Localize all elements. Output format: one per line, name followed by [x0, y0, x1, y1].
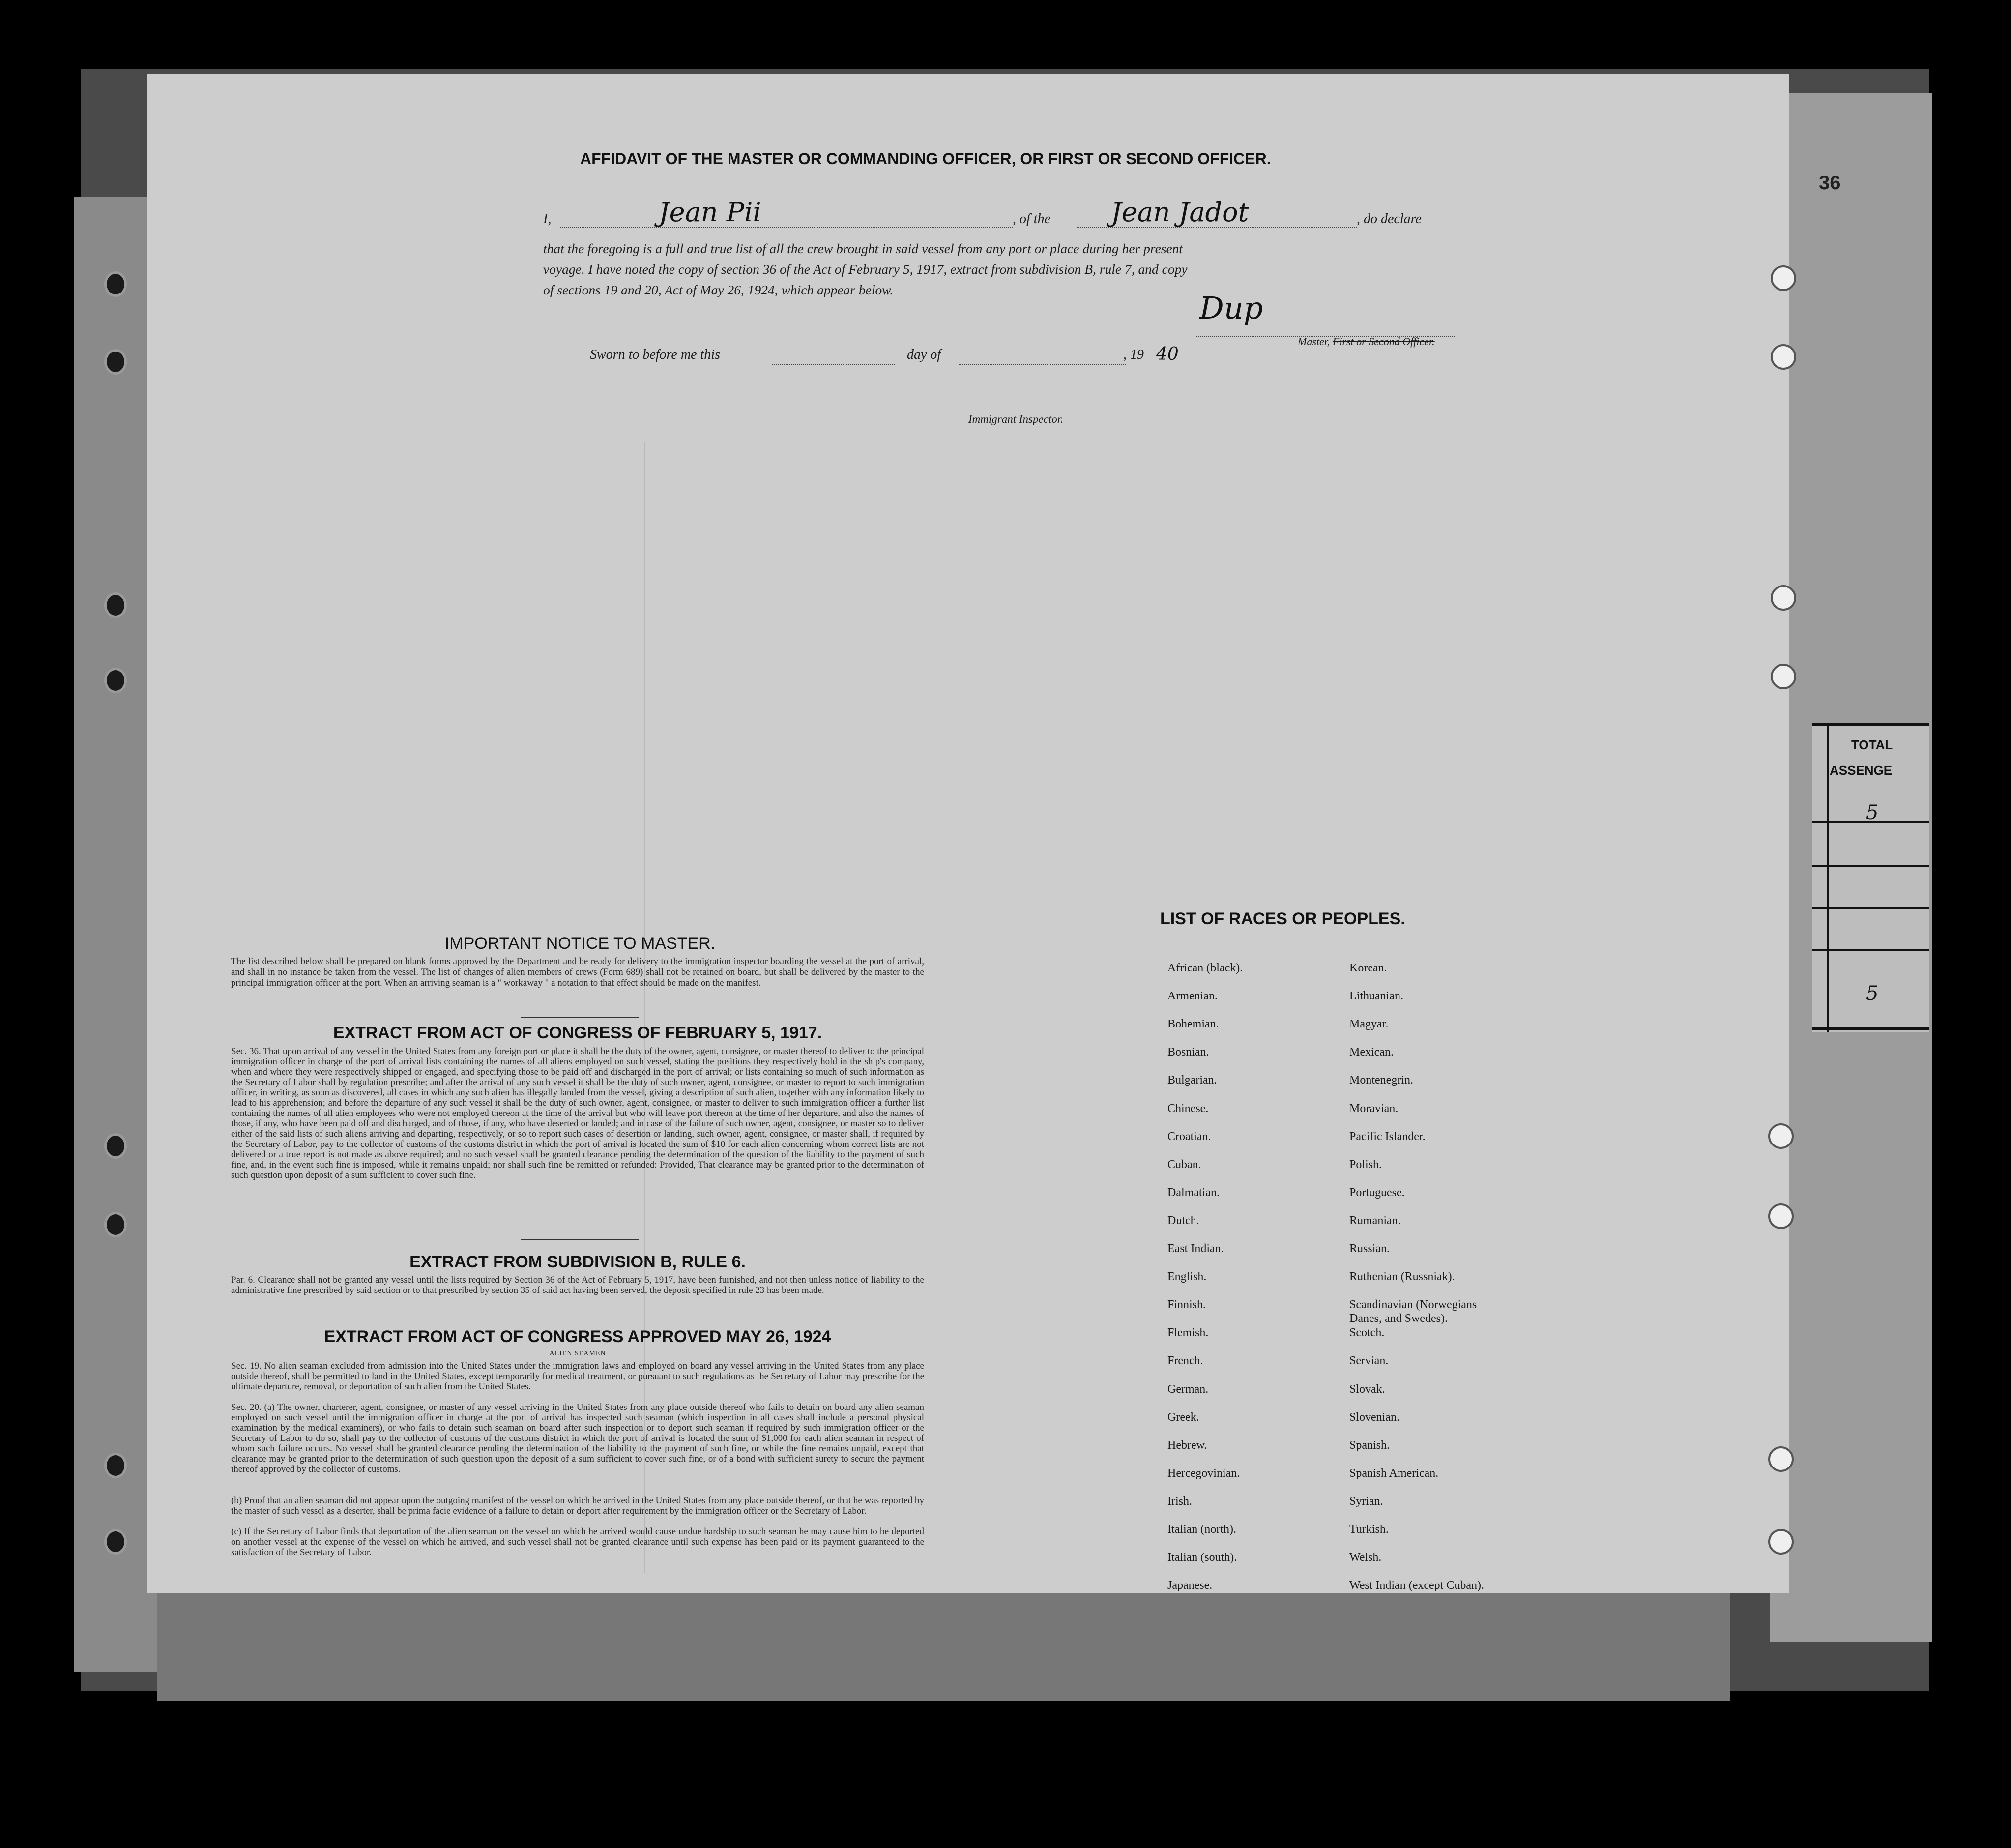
races-title: LIST OF RACES OR PEOPLES.: [1160, 909, 1405, 928]
race-item: Bohemian.: [1167, 1018, 1219, 1031]
affidavit-line4: of sections 19 and 20, Act of May 26, 1924, which appear below.: [543, 282, 894, 297]
race-item: Danes, and Swedes).: [1349, 1312, 1448, 1325]
sworn-month-line: [959, 364, 1126, 365]
affidavit-line2: that the foregoing is a full and true list of all the crew brought in said vessel from any port or place during her present: [543, 241, 1183, 256]
sworn-day-line: [772, 364, 895, 365]
vessel-name: Jean Jadot: [1111, 197, 1249, 228]
extract-rule6-body: Par. 6. Clearance shall not be granted any vessel until the lists required by Section 36 of the Act of February 5, 1917, have been furnished, and not then unless notice of liability to the administrative fine prescribed by said section or to that prescribed by section 35 of said act having been served, the deposit specified in rule 23 has been made.: [231, 1275, 924, 1295]
race-item: Hebrew.: [1167, 1438, 1207, 1452]
year-written: 40: [1156, 344, 1179, 364]
declarant-name-line: [560, 227, 1013, 228]
race-item: Turkish.: [1349, 1523, 1389, 1536]
divider: [521, 1017, 639, 1018]
affidavit-title: AFFIDAVIT OF THE MASTER OR COMMANDING OFFICER, OR FIRST OR SECOND OFFICER.: [580, 150, 1271, 168]
signature-caption-struck: First or Second Officer.: [1332, 335, 1435, 348]
affidavit-line1-middle: , of the: [1013, 211, 1050, 227]
race-item: English.: [1167, 1270, 1207, 1284]
inspector-caption: Immigrant Inspector.: [968, 413, 1063, 425]
binder-hole-icon: [104, 668, 127, 693]
race-item: Russian.: [1349, 1242, 1390, 1255]
master-signature: Dup: [1199, 290, 1263, 326]
race-item: Slovenian.: [1349, 1410, 1399, 1424]
extract-1924-sec20a: Sec. 20. (a) The owner, charterer, agent, consignee, or master of any vessel arriving in the United States from any place outside thereof who fails to detain on board any alien seaman employed on such vessel until the immigration officer in charge at the port of arrival has inspected such seaman (which inspection in all cases shall include a personal physical examination by the medical examiners), or who fails to detain such seaman on board after such inspection or to deport such seaman if required by such immigration officer or the Secretary of Labor to do so, shall pay to the collector of customs of the customs district in which the port of arrival is located the sum of $1,000 for each alien seaman in respect of whom such failure occurs. No vessel shall be granted clearance pending the determination of the liability to the payment of such fine, or while the fine remains unpaid, except that clearance may be granted prior to the determination of such question upon the deposit of a sum sufficient to cover such fine, or of a bond with sufficient surety to secure the payment thereof approved by the collector of customs.: [231, 1402, 924, 1474]
race-item: African (black).: [1167, 962, 1243, 974]
race-item: Rumanian.: [1349, 1214, 1401, 1227]
binder-hole-icon: [104, 592, 127, 618]
affidavit-line1-prefix: I,: [543, 211, 552, 227]
binder-hole-icon: [104, 1453, 127, 1478]
extract-1924-sec20b: (b) Proof that an alien seaman did not appear upon the outgoing manifest of the vessel on which he arrived in the United States from any place outside thereof, or that he was reported by the master of such vessel as a deserter, shall be prima facie evidence of a failure to detain or deport after requirement by the immigration officer or the Secretary of Labor.: [231, 1496, 924, 1516]
binder-hole-icon: [104, 1133, 127, 1159]
race-item: Magyar.: [1349, 1018, 1389, 1031]
race-item: Chinese.: [1167, 1102, 1209, 1115]
race-item: Syrian.: [1349, 1495, 1383, 1508]
extract-1924-subtitle: ALIEN SEAMEN: [549, 1350, 606, 1357]
race-item: Portuguese.: [1349, 1186, 1405, 1199]
race-item: Finnish.: [1167, 1298, 1206, 1312]
binder-hole-icon: [1768, 1446, 1794, 1472]
page-number: 36: [1819, 172, 1841, 194]
total-header: TOTAL: [1851, 737, 1893, 752]
notice-title: IMPORTANT NOTICE TO MASTER.: [444, 934, 716, 953]
binder-hole-icon: [1768, 1203, 1794, 1229]
declarant-name: Jean Pii: [659, 197, 761, 228]
race-item: West Indian (except Cuban).: [1349, 1579, 1484, 1592]
signature-caption-master: Master,: [1298, 335, 1330, 348]
race-item: East Indian.: [1167, 1242, 1224, 1255]
notice-body: The list described below shall be prepared on blank forms approved by the Department and be ready for delivery to the immigration inspector boarding the vessel at the port of arrival, and shall in no instance be taken from the vessel. The list of changes of alien members of crews (Form 689) shall not be retained on board, but shall be delivered by the master to the principal immigration officer at the port. When an arriving seaman is a " workaway " a notation to that effect should be made on the manifest.: [231, 956, 924, 988]
race-item: Mexican.: [1349, 1046, 1394, 1059]
race-item: Dutch.: [1167, 1214, 1199, 1227]
race-item: Bosnian.: [1167, 1046, 1209, 1059]
race-item: Italian (north).: [1167, 1523, 1236, 1536]
total-value: 5: [1866, 982, 1879, 1005]
race-item: Hercegovinian.: [1167, 1467, 1240, 1480]
race-item: Greek.: [1167, 1410, 1199, 1424]
race-item: Flemish.: [1167, 1326, 1209, 1340]
signature-caption: [1298, 335, 1435, 348]
race-item: German.: [1167, 1382, 1209, 1396]
binder-hole-icon: [1771, 344, 1796, 370]
total-value: 5: [1866, 801, 1879, 824]
binder-hole-icon: [104, 1529, 127, 1555]
binder-hole-icon: [104, 1212, 127, 1237]
total-passengers-table: [1812, 723, 1929, 1032]
race-item: Ruthenian (Russniak).: [1349, 1270, 1455, 1284]
race-item: Lithuanian.: [1349, 990, 1403, 1003]
race-item: Croatian.: [1167, 1130, 1211, 1143]
binder-hole-icon: [1771, 265, 1796, 291]
sworn-prefix: Sworn to before me this: [590, 347, 720, 362]
race-item: Irish.: [1167, 1495, 1192, 1508]
affidavit-line1-suffix: , do declare: [1357, 211, 1422, 227]
race-item: Italian (south).: [1167, 1551, 1237, 1564]
binder-hole-icon: [1768, 1123, 1794, 1149]
extract-1924-sec20c: (c) If the Secretary of Labor finds that deportation of the alien seaman on the vessel on which he arrived would cause undue hardship to such seaman he may cause him to be deported on another vessel at the expense of the vessel on which he arrived, and such vessel shall not be granted clearance until such expense has been paid or its payment guaranteed to the satisfaction of the Secretary of Labor.: [231, 1526, 924, 1557]
extract-1917-title: EXTRACT FROM ACT OF CONGRESS OF FEBRUARY 5, 1917.: [333, 1024, 822, 1042]
extract-1924-sec19: Sec. 19. No alien seaman excluded from admission into the United States under the immigration laws and employed on board any vessel arriving in the United States from any place outside thereof, shall be permitted to land in the United States, except temporarily for medical treatment, or pursuant to such regulations as the Secretary of Labor may prescribe for the ultimate departure, removal, or deportation of such alien from the United States.: [231, 1361, 924, 1392]
extract-1917-body: Sec. 36. That upon arrival of any vessel in the United States from any foreign port or place it shall be the duty of the owner, agent, consignee, or master thereof to deliver to the principal immigration officer in charge of the port of arrival lists containing the names of all aliens employed on such vessel, stating the positions they respectively hold in the ship's company, when and where they were respectively shipped or engaged, and specifying those to be paid off and discharged in the port of arrival; or lists containing so much of such information as the Secretary of Labor shall by regulation prescribe; and after the arrival of any such vessel it shall be the duty of such owner, agent, consignee, or master to report to such immigration officer, in writing, as soon as discovered, all cases in which any such alien has illegally landed from the vessel, giving a description of such alien, together with any information likely to lead to his apprehension; and before the departure of any such vessel it shall be the duty of such owner, agent, consignee, or master to deliver to such immigration officer a further list containing the names of all alien employees who were not employed thereon at the time of the arrival but who will leave port thereon at the time of her departure, and also the names of those, if any, who have been paid off and discharged, and of those, if any, who have deserted or landed; and in case of the failure of such owner, agent, consignee, or master so to deliver either of the said lists of such aliens arriving and departing, respectively, or so to report such cases of desertion or landing, such owner, agent, consignee, or master shall, if required by the Secretary of Labor, pay to the collector of customs of the customs district in which the port of arrival is located the sum of $10 for each alien concerning whom correct lists are not delivered or a true report is not made as above required; and no such vessel shall be granted clearance pending the determination of the question of the liability to the payment of such fine, and, in the event such fine is imposed, while it remains unpaid; nor shall such fine be remitted or refunded: Provided, That clearance may be granted prior to the determination of such question upon deposit of a sum sufficient to cover such fine.: [231, 1046, 924, 1180]
race-item: French.: [1167, 1354, 1203, 1368]
race-item: Polish.: [1349, 1158, 1382, 1171]
race-item: Servian.: [1349, 1354, 1389, 1368]
sworn-day: day of: [907, 347, 941, 362]
year-prefix: , 19: [1123, 347, 1144, 362]
extract-1924-title: EXTRACT FROM ACT OF CONGRESS APPROVED MAY 26, 1924: [324, 1327, 831, 1346]
race-item: Armenian.: [1167, 990, 1218, 1003]
vessel-name-line: [1077, 227, 1357, 228]
race-item: Bulgarian.: [1167, 1074, 1217, 1087]
binder-hole-icon: [1771, 585, 1796, 611]
affidavit-line3: voyage. I have noted the copy of section 36 of the Act of February 5, 1917, extract from subdivision B, rule 7, and copy: [543, 262, 1188, 277]
race-item: Scotch.: [1349, 1326, 1385, 1340]
race-item: Welsh.: [1349, 1551, 1382, 1564]
race-item: Spanish American.: [1349, 1467, 1439, 1480]
race-item: Slovak.: [1349, 1382, 1385, 1396]
race-item: Japanese.: [1167, 1579, 1213, 1592]
race-item: Cuban.: [1167, 1158, 1201, 1171]
passengers-header: ASSENGE: [1830, 763, 1893, 778]
race-item: Korean.: [1349, 962, 1387, 974]
race-item: Montenegrin.: [1349, 1074, 1413, 1087]
race-item: Pacific Islander.: [1349, 1130, 1426, 1143]
extract-rule6-title: EXTRACT FROM SUBDIVISION B, RULE 6.: [409, 1253, 746, 1271]
race-item: Spanish.: [1349, 1438, 1390, 1452]
divider: [521, 1239, 639, 1240]
race-item: Moravian.: [1349, 1102, 1399, 1115]
binder-hole-icon: [104, 271, 127, 297]
race-item: Scandinavian (Norwegians: [1349, 1298, 1477, 1312]
binder-hole-icon: [1768, 1529, 1794, 1555]
binder-hole-icon: [1771, 664, 1796, 689]
race-item: Dalmatian.: [1167, 1186, 1220, 1199]
binder-hole-icon: [104, 349, 127, 375]
